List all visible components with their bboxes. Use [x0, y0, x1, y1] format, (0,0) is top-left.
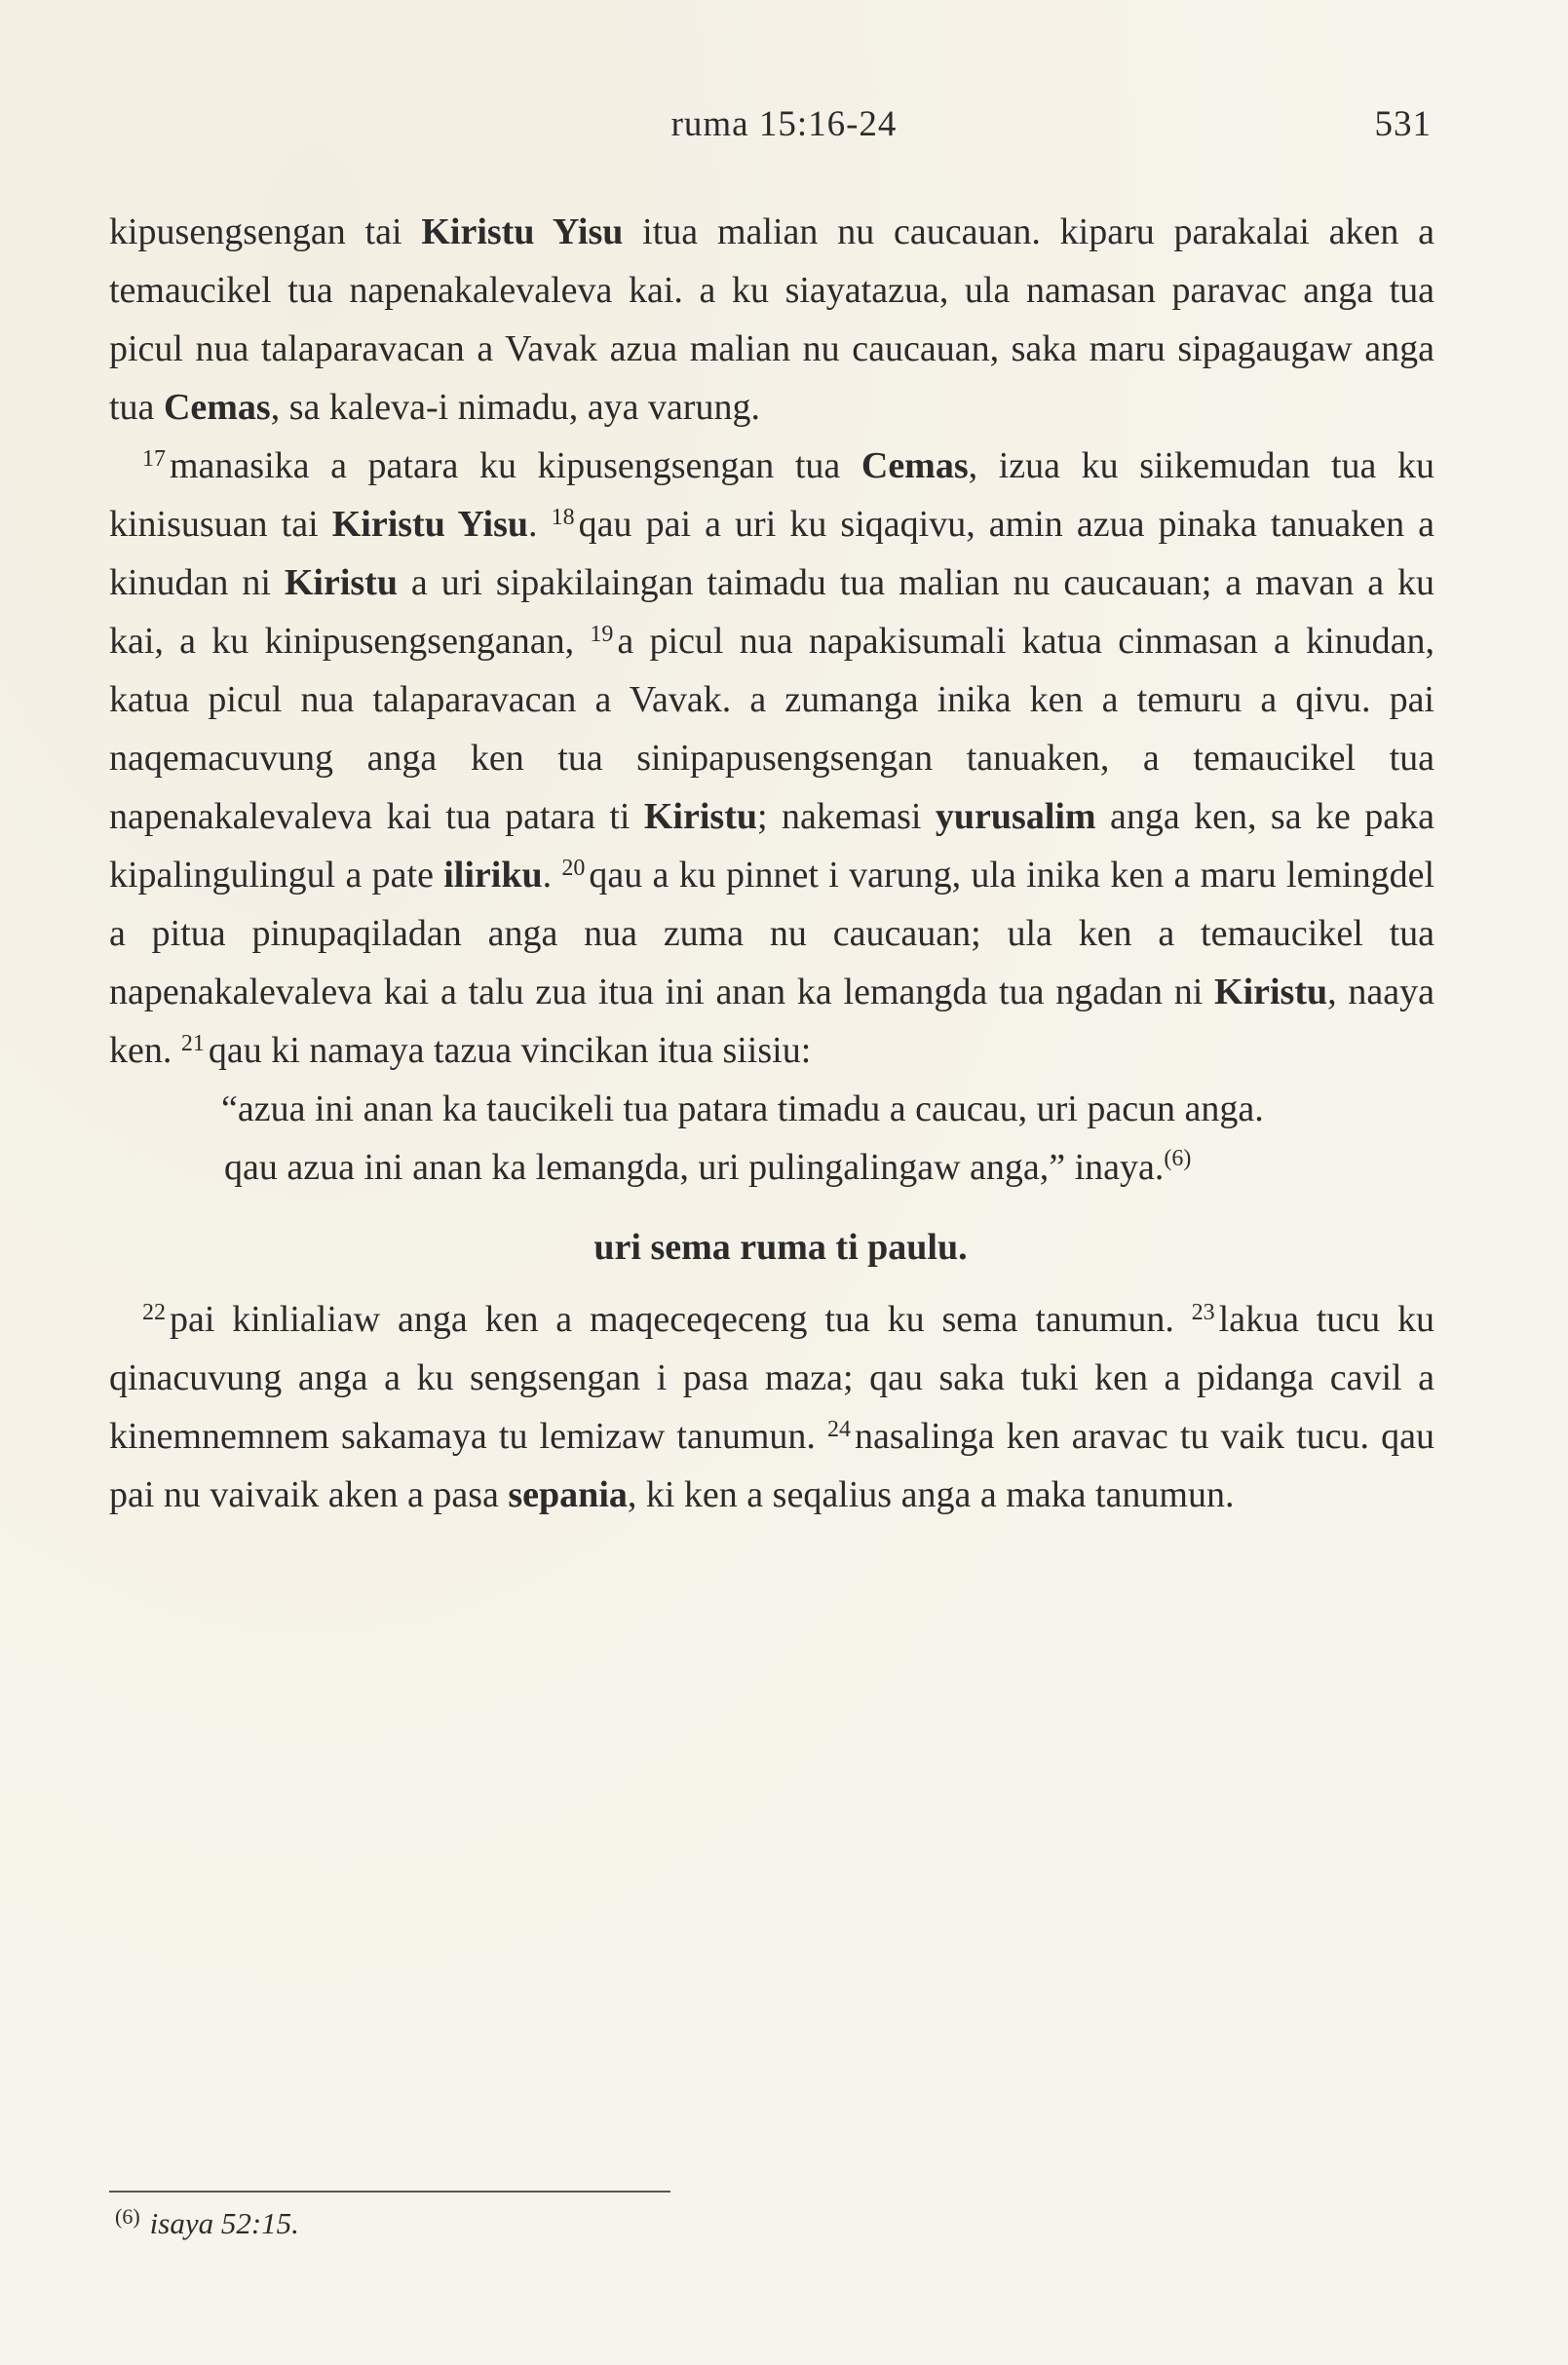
text-span: , sa kaleva-i nimadu, aya varung. — [270, 387, 760, 428]
bold-place-name: sepania — [508, 1474, 628, 1515]
section-heading: uri sema ruma ti paulu. — [593, 1227, 968, 1268]
verse-number: 22 — [142, 1300, 166, 1325]
text-span: , ki ken a seqalius anga a maka tanumun. — [627, 1474, 1235, 1515]
verse-number: 18 — [551, 505, 575, 530]
footnote-reference[interactable]: (6) — [1164, 1146, 1192, 1171]
bold-name: Kiristu — [643, 796, 757, 837]
footnote-reference-text: isaya 52:15. — [149, 2206, 299, 2240]
paragraph-1 — [109, 203, 1434, 437]
text-span: lakua tucu ku qinacuvung anga a ku sengsengan i pasa maza; qau saka tuki ken a pidanga cavil a kinemnemnem sakamaya tu lemizaw tanumun. — [109, 1299, 1434, 1457]
bold-place-name: iliriku — [443, 855, 543, 896]
paragraph-2 — [109, 437, 1434, 1080]
page-number: 531 — [1374, 104, 1432, 144]
text-span: manasika a patara ku kipusengsengan tua — [170, 445, 861, 486]
verse-number: 17 — [142, 446, 166, 472]
text-span: a uri sipakilaingan taimadu tua malian nu caucauan; a mavan a ku kai, a ku kinipusengsenganan, — [109, 562, 1435, 662]
verse-number: 24 — [827, 1417, 851, 1442]
text-span: nasalinga ken aravac tu vaik tucu. qau pai nu vaivaik aken a pasa — [109, 1416, 1434, 1515]
verse-number: 21 — [180, 1031, 205, 1056]
text-span: qau azua ini anan ka lemangda, uri pulingalingaw anga,” inaya. — [224, 1147, 1165, 1188]
running-head: ruma 15:16-24 — [670, 104, 898, 144]
text-span: kipusengsengan tai — [109, 211, 422, 252]
text-span: , izua ku siikemudan tua ku kinisusuan tai — [109, 445, 1434, 545]
footnote — [115, 2200, 299, 2247]
verse-number: 19 — [590, 622, 614, 647]
page-body — [109, 203, 1434, 1524]
paragraph-3 — [109, 1290, 1434, 1524]
verse-number: 23 — [1191, 1300, 1215, 1325]
text-span: , naaya ken. — [109, 972, 1434, 1071]
bold-name: Cemas — [860, 445, 969, 486]
page-header — [0, 103, 1568, 162]
bold-name: Kiristu Yisu — [331, 504, 529, 545]
bold-name: Cemas — [163, 387, 271, 428]
bold-name: Kiristu — [284, 562, 398, 603]
text-span: . — [528, 504, 552, 545]
quotation-line-2 — [109, 1138, 1434, 1197]
text-span: anga ken, sa ke paka kipalingulingul a pate — [109, 796, 1434, 896]
text-span: itua malian nu caucauan. kiparu parakalai aken a temaucikel tua napenakalevaleva kai. a ku siayatazua, ula namasan paravac anga tua picul nua talaparavacan a Vavak azua malian nu caucauan, saka maru sipagaugaw anga tua — [109, 211, 1434, 428]
text-span: ; nakemasi — [757, 796, 936, 837]
text-span: . — [542, 855, 562, 896]
bold-name: Kiristu Yisu — [421, 211, 624, 252]
text-span: a picul nua napakisumali katua cinmasan a kinudan, katua picul nua talaparavacan a Vavak. a zumanga inika ken a temuru a qivu. pai naqemacuvung anga ken tua sinipapusengsengan tanuaken, a temaucikel tua napenakalevaleva kai tua patara ti — [109, 621, 1434, 837]
bold-name: Kiristu — [1214, 972, 1328, 1012]
footnote-marker: (6) — [115, 2204, 140, 2229]
text-span: qau a ku pinnet i varung, ula inika ken a maru lemingdel a pitua pinupaqiladan anga nua zuma nu caucauan; ula ken a temaucikel tua napenakalevaleva kai a talu zua itua ini anan ka lemangda tua ngadan ni — [109, 855, 1435, 1012]
quotation-line-1: “azua ini anan ka taucikeli tua patara timadu a caucau, uri pacun anga. — [221, 1088, 1264, 1129]
verse-number: 20 — [561, 856, 586, 881]
bold-place-name: yurusalim — [935, 796, 1096, 837]
text-span: qau pai a uri ku siqaqivu, amin azua pinaka tanuaken a kinudan ni — [109, 504, 1435, 603]
footnote-divider — [109, 2191, 670, 2193]
text-span: qau ki namaya tazua vincikan itua siisiu: — [208, 1030, 812, 1071]
text-span: pai kinlialiaw anga ken a maqeceqeceng tua ku sema tanumun. — [170, 1299, 1192, 1340]
